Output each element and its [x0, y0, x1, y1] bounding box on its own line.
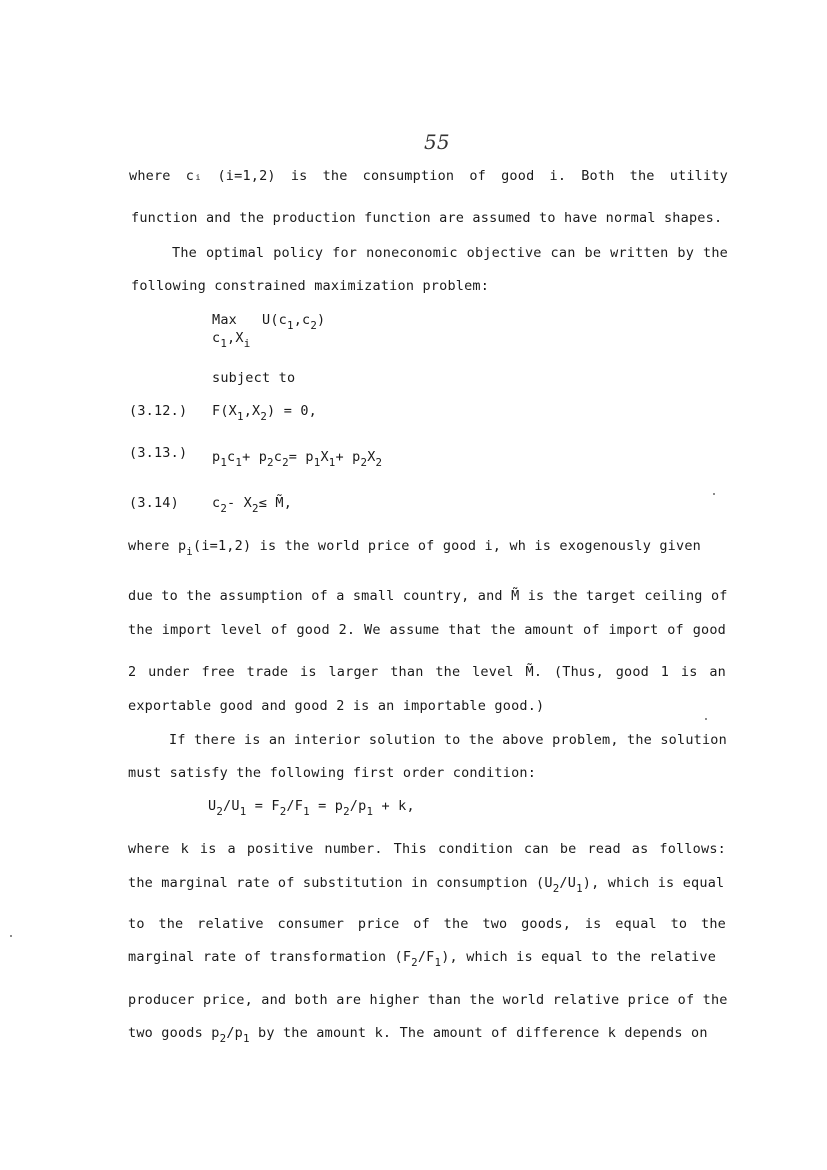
scan-speck: [705, 718, 707, 720]
text-line: due to the assumption of a small country, and M̃ is the target ceiling of: [128, 588, 728, 604]
text-line: function and the production function are assumed to have normal shapes.: [131, 210, 723, 226]
max-operator: Max: [212, 312, 237, 328]
text-line: the marginal rate of substitution in consumption $(U_2/U_1)$, which is equal: [128, 875, 725, 895]
page-number: 55: [424, 130, 450, 154]
subject-to-label: subject to: [212, 370, 296, 386]
text-line: where k is a positive number. This condition can be read as follows:: [128, 841, 726, 857]
text-line: must satisfy the following first order condition:: [128, 765, 537, 781]
text-line: where cᵢ (i=1,2) is the consumption of good i. Both the utility: [129, 168, 728, 184]
text-line: the import level of good 2. We assume that the amount of import of good: [128, 622, 726, 638]
equation-label: (3.13.): [129, 445, 188, 461]
equation-3-14: $c_2-$ $X_2\le$ M̃,: [212, 495, 293, 515]
text-line: to the relative consumer price of the two goods, is equal to the: [128, 916, 726, 932]
text-line: If there is an interior solution to the above problem, the solution: [169, 732, 727, 748]
text-line: two goods $p_2/p_1$ by the amount k. The amount of difference k depends on: [128, 1025, 708, 1045]
equation-3-12: $F(X_1,X_2) = 0$,: [212, 403, 318, 423]
text-line: marginal rate of transformation $(F_2/F_1)$, which is equal to the relative: [128, 949, 717, 969]
scan-speck: [10, 935, 12, 937]
equation-label: (3.14): [129, 495, 179, 511]
text-line: following constrained maximization problem:: [131, 278, 490, 294]
objective-function: $U(c_1,c_2)$: [262, 312, 326, 332]
equation-label: (3.12.): [129, 403, 188, 419]
text-line: 2 under free trade is larger than the level M̃. (Thus, good 1 is an: [128, 664, 726, 680]
text-line: exportable good and good 2 is an importable good.): [128, 698, 545, 714]
text-line: producer price, and both are higher than the world relative price of the: [128, 992, 728, 1008]
text-line: The optimal policy for noneconomic objective can be written by the: [172, 245, 728, 261]
first-order-condition: $U_2/U_1 = F_2/F_1 = p_2/p_1 + k$,: [208, 798, 415, 818]
max-variables: $c_1,X_i$: [212, 330, 251, 350]
equation-3-13: $p_1c_1+ p_2c_2= p_1X_1+ p_2X_2$: [212, 449, 383, 469]
text-line: where $p_i(i=1,2)$ is the world price of good i, wh is exogenously given: [128, 538, 701, 558]
scan-speck: [713, 493, 715, 495]
